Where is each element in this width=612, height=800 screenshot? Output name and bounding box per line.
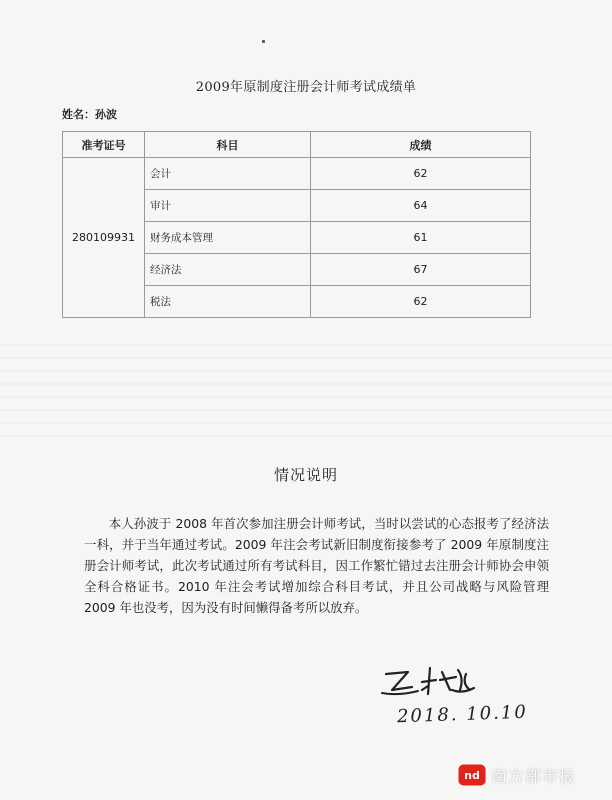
score-cell: 61 (311, 222, 531, 254)
exam-number-cell: 280109931 (63, 158, 145, 318)
svg-text:nd: nd (464, 769, 480, 782)
candidate-name: 姓名：孙波 (62, 108, 117, 121)
handwritten-signature (378, 660, 498, 700)
scan-artifact-lines (0, 338, 612, 448)
score-cell: 62 (311, 286, 531, 318)
nd-logo-icon (458, 764, 486, 786)
score-cell: 67 (311, 254, 531, 286)
score-cell: 64 (311, 190, 531, 222)
subject-cell: 会计 (145, 158, 311, 190)
score-table (62, 131, 531, 318)
explanation-heading: 情况说明 (273, 466, 338, 484)
scan-dust (262, 40, 265, 43)
explanation-body: 本人孙波于 2008 年首次参加注册会计师考试，当时以尝试的心态报考了经济法一科，并于当年通过考试。2009 年注会考试新旧制度衔接参考了 2009 年原制度注册会计师考试，此次考试通过所有考试科目，因工作繁忙错过去注册会计师协会申领全科合格证书。2010 年注会考试增加综合科目考试，并且公司战略与风险管理 2009 年也没考，因为没有时间懒得备考所以放弃。 (84, 516, 549, 615)
header-exam-number: 准考证号 (63, 132, 145, 158)
header-score: 成绩 (311, 132, 531, 158)
score-cell: 62 (311, 158, 531, 190)
table-row (63, 158, 531, 190)
subject-cell: 税法 (145, 286, 311, 318)
newspaper-watermark (458, 762, 576, 788)
header-subject: 科目 (145, 132, 311, 158)
subject-cell: 财务成本管理 (145, 222, 311, 254)
handwritten-date: 2018. 10.10 (396, 701, 529, 728)
document-title: 2009年原制度注册会计师考试成绩单 (195, 80, 417, 95)
subject-cell: 审计 (145, 190, 311, 222)
table-header-row (63, 132, 531, 158)
watermark-text: 南方都市报 (491, 766, 577, 786)
subject-cell: 经济法 (145, 254, 311, 286)
